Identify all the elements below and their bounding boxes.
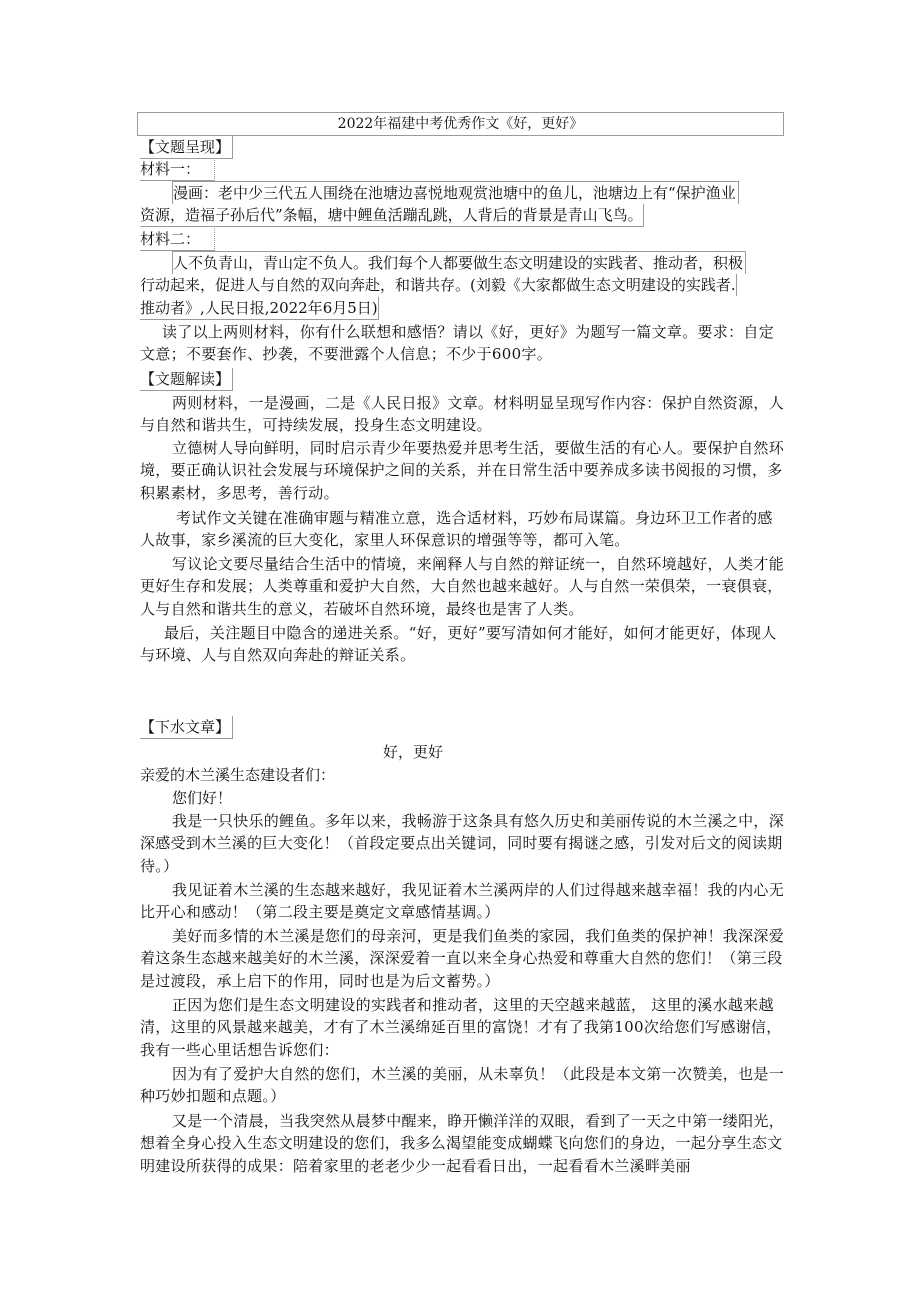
section-heading-sample-essay: 【下水文章】 (140, 716, 233, 739)
interpretation-text: 最后，关注题目中隐含的递进关系。“好，更好”要写清如何才能好，如何才能更好，体现人与环境、人与自然双向奔赴的辩证关系。 (140, 624, 777, 665)
essay-paragraph (140, 879, 785, 924)
material-1-line-1: 漫画：老中少三代五人围绕在池塘边喜悦地观赏池塘中的鱼儿，池塘边上有“保护渔业 (172, 181, 739, 204)
essay-text: 我见证着木兰溪的生态越来越好，我见证着木兰溪两岸的人们过得越来越幸福！我的内心无比开心和感动！（第二段主要是奠定文章感情基调。） (140, 881, 785, 922)
essay-text: 我是一只快乐的鲤鱼。多年以来，我畅游于这条具有悠久历史和美丽传说的木兰溪之中，深深感受到木兰溪的巨大变化！（首段定要点出关键词，同时要有揭谜之感，引发对后文的阅读期待。） (140, 812, 785, 875)
interpretation-text: 考试作文关键在准确审题与精准立意，选合适材料，巧妙布局谋篇。身边环卫工作者的感人故事，家乡溪流的巨大变化，家里人环保意识的增强等等，都可入笔。 (140, 509, 773, 550)
material-1-line-2: 资源，造福子孙后代”条幅，塘中鲤鱼活蹦乱跳，人背后的背景是青山飞鸟。 (140, 204, 644, 227)
interpretation-text: 写议论文要尽量结合生活中的情境，来阐释人与自然的辩证统一，自然环境越好，人类才能更好生存和发展；人类尊重和爱护大自然，大自然也越来越好。人与自然一荣俱荣，一衰俱衰，人与自然和谐共生的意义，若破坏自然环境，最终也是害了人类。 (140, 555, 785, 618)
section-heading-topic: 【文题呈现】 (140, 136, 233, 159)
essay-text: 因为有了爱护大自然的您们，木兰溪的美丽，从未辜负！（此段是本文第一次赞美，也是一种巧妙扣题和点题。） (140, 1065, 785, 1106)
essay-title: 好，更好 (383, 743, 444, 761)
writing-prompt-text: 读了以上两则材料，你有什么联想和感悟？请以《好，更好》为题写一篇文章。要求：自定文意；不要套作、抄袭，不要泄露个人信息；不少于600字。 (140, 323, 775, 364)
essay-paragraph (140, 1110, 785, 1177)
material-1-label: 材料一： (140, 158, 215, 181)
interpretation-paragraph (140, 437, 785, 504)
essay-paragraph (140, 810, 785, 877)
interpretation-paragraph (140, 553, 785, 620)
section-heading-interpretation: 【文题解读】 (140, 368, 233, 391)
interpretation-text: 立德树人导向鲜明，同时启示青少年要热爱并思考生活，要做生活的有心人。要保护自然环境，要正确认识社会发展与环境保护之间的关系，并在日常生活中要养成多读书阅报的习惯，多积累素材，多思考，善行动。 (140, 439, 785, 502)
material-2-label: 材料二： (140, 228, 215, 251)
interpretation-paragraph (140, 507, 785, 552)
essay-text: 美好而多情的木兰溪是您们的母亲河，更是我们鱼类的家园，我们鱼类的保护神！我深深爱着这条生态越来越美好的木兰溪，深深爱着一直以来全身心热爱和尊重大自然的您们！（第三段是过渡段，承上启下的作用，同时也是为后文蓄势。） (140, 927, 785, 990)
document-title: 2022年福建中考优秀作文《好，更好》 (137, 112, 784, 136)
material-2-line-2: 行动起来，促进人与自然的双向奔赴，和谐共存。(刘毅《大家都做生态文明建设的实践者. (140, 276, 736, 294)
essay-paragraph (140, 925, 785, 992)
interpretation-paragraph (140, 622, 785, 667)
essay-text: 正因为您们是生态文明建设的实践者和推动者，这里的天空越来越蓝， 这里的溪水越来越清，这里的风景越来越美，才有了木兰溪绵延百里的富饶！才有了我第100次给您们写感谢信，我有一些心里话想告诉您们： (140, 996, 782, 1059)
essay-text: 又是一个清晨，当我突然从晨梦中醒来，睁开懒洋洋的双眼，看到了一天之中第一缕阳光，想着全身心投入生态文明建设的您们，我多么渴望能变成蝴蝶飞向您们的身边，一起分享生态文明建设所获得的成果：陪着家里的老老少少一起看看日出，一起看看木兰溪畔美丽 (140, 1112, 785, 1175)
essay-paragraph (140, 1063, 785, 1108)
writing-prompt (140, 321, 785, 366)
essay-salutation: 亲爱的木兰溪生态建设者们： (140, 766, 336, 784)
material-2-line-3: 推动者》,人民日报,2022年6月5日) (140, 297, 379, 320)
essay-greeting: 您们好！ (172, 789, 233, 807)
interpretation-text: 两则材料，一是漫画，二是《人民日报》文章。材料明显呈现写作内容：保护自然资源，人与自然和谐共生，可持续发展，投身生态文明建设。 (140, 394, 785, 435)
material-2-line-1: 人不负青山，青山定不负人。我们每个人都要做生态文明建设的实践者、推动者，积极 (172, 251, 746, 274)
essay-paragraph (140, 994, 785, 1061)
interpretation-paragraph (140, 392, 785, 437)
